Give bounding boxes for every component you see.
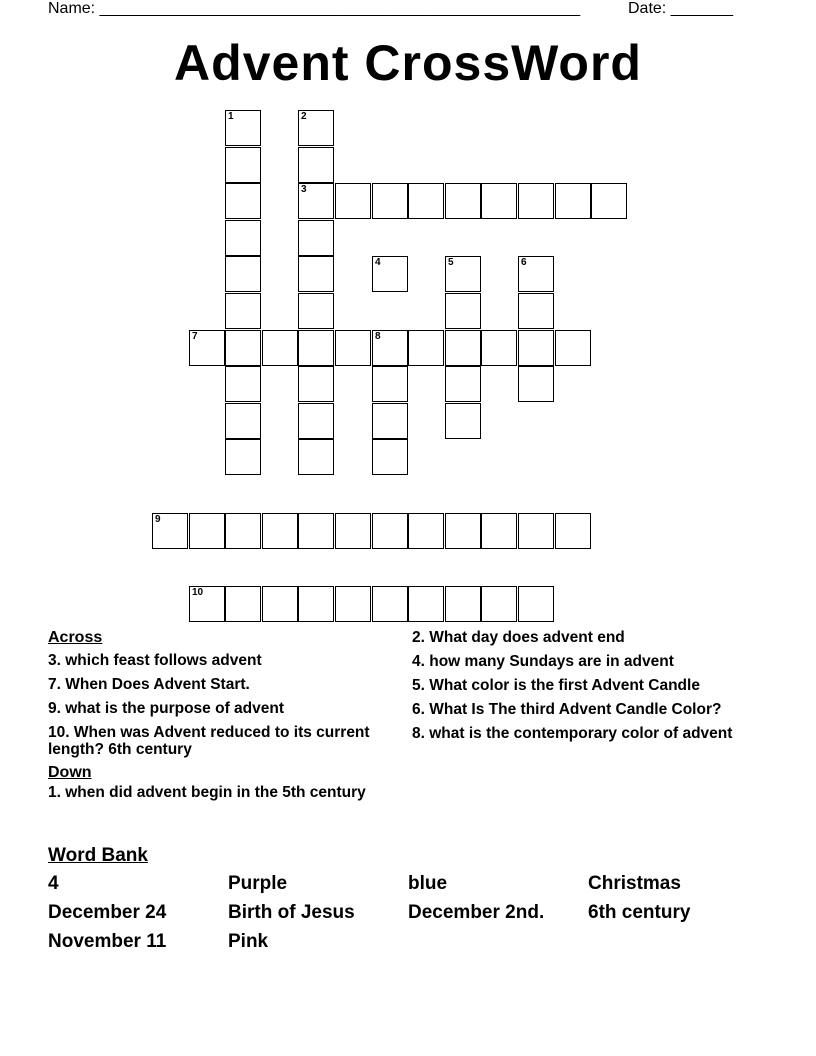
word-bank-item: blue <box>408 873 448 894</box>
crossword-cell[interactable] <box>445 403 481 439</box>
crossword-cell[interactable] <box>189 586 225 622</box>
clue-number: 7 <box>192 331 198 342</box>
crossword-cell[interactable] <box>298 439 334 475</box>
crossword-cell[interactable] <box>298 183 334 219</box>
clue-down-4: 4. how many Sundays are in advent <box>412 653 674 670</box>
crossword-cell[interactable] <box>225 366 261 402</box>
crossword-cell[interactable] <box>445 293 481 329</box>
crossword-cell[interactable] <box>408 183 444 219</box>
crossword-cell[interactable] <box>225 256 261 292</box>
crossword-cell[interactable] <box>372 183 408 219</box>
crossword-cell[interactable] <box>408 586 444 622</box>
crossword-cell[interactable] <box>445 586 481 622</box>
crossword-cell[interactable] <box>518 513 554 549</box>
crossword-cell[interactable] <box>225 220 261 256</box>
crossword-cell[interactable] <box>445 330 481 366</box>
crossword-cell[interactable] <box>481 586 517 622</box>
clue-number: 6 <box>521 257 527 268</box>
crossword-cell[interactable] <box>335 183 371 219</box>
clue-down-8: 8. what is the contemporary color of advent <box>412 725 733 742</box>
word-bank-item: Christmas <box>588 873 681 894</box>
crossword-cell[interactable] <box>555 183 591 219</box>
down-heading: Down <box>48 764 92 781</box>
clue-down-5: 5. What color is the first Advent Candle <box>412 677 700 694</box>
crossword-cell[interactable] <box>481 183 517 219</box>
crossword-cell[interactable] <box>225 586 261 622</box>
crossword-cell[interactable] <box>372 586 408 622</box>
crossword-cell[interactable] <box>591 183 627 219</box>
crossword-cell[interactable] <box>518 183 554 219</box>
clue-down-2: 2. What day does advent end <box>412 629 625 646</box>
crossword-cell[interactable] <box>225 110 261 146</box>
crossword-cell[interactable] <box>518 293 554 329</box>
crossword-cell[interactable] <box>225 403 261 439</box>
crossword-cell[interactable] <box>298 110 334 146</box>
crossword-cell[interactable] <box>152 513 188 549</box>
crossword-cell[interactable] <box>518 330 554 366</box>
crossword-cell[interactable] <box>335 330 371 366</box>
crossword-cell[interactable] <box>372 366 408 402</box>
crossword-cell[interactable] <box>225 513 261 549</box>
crossword-cell[interactable] <box>189 513 225 549</box>
crossword-cell[interactable] <box>408 513 444 549</box>
crossword-cell[interactable] <box>262 513 298 549</box>
crossword-cell[interactable] <box>262 330 298 366</box>
crossword-cell[interactable] <box>372 403 408 439</box>
word-bank-item: December 24 <box>48 902 167 923</box>
crossword-cell[interactable] <box>298 293 334 329</box>
word-bank-item: Birth of Jesus <box>228 902 355 923</box>
clues-left-column <box>48 629 398 801</box>
clue-number: 9 <box>155 514 161 525</box>
crossword-cell[interactable] <box>372 256 408 292</box>
crossword-cell[interactable] <box>518 586 554 622</box>
crossword-cell[interactable] <box>189 330 225 366</box>
clue-down-1: 1. when did advent begin in the 5th century <box>48 784 366 801</box>
crossword-cell[interactable] <box>225 330 261 366</box>
clue-down-6: 6. What Is The third Advent Candle Color? <box>412 701 722 718</box>
crossword-cell[interactable] <box>262 586 298 622</box>
clue-across-7: 7. When Does Advent Start. <box>48 676 250 693</box>
date-field-label[interactable]: Date: _______ <box>628 0 733 17</box>
word-bank-item: Pink <box>228 931 269 952</box>
clue-across-10: 10. When was Advent reduced to its current length? 6th century <box>48 724 370 758</box>
clue-number: 5 <box>448 257 454 268</box>
crossword-cell[interactable] <box>372 330 408 366</box>
crossword-cell[interactable] <box>481 513 517 549</box>
word-bank-item: December 2nd. <box>408 902 545 923</box>
word-bank-item: Purple <box>228 873 288 894</box>
clue-number: 1 <box>228 111 234 122</box>
crossword-cell[interactable] <box>335 513 371 549</box>
word-bank-item: 6th century <box>588 902 691 923</box>
crossword-cell[interactable] <box>298 147 334 183</box>
clue-across-9: 9. what is the purpose of advent <box>48 700 284 717</box>
crossword-cell[interactable] <box>555 330 591 366</box>
clue-number: 4 <box>375 257 381 268</box>
word-bank <box>48 872 788 953</box>
crossword-cell[interactable] <box>518 366 554 402</box>
clue-number: 2 <box>301 111 307 122</box>
clue-number: 8 <box>375 331 381 342</box>
name-field-label[interactable]: Name: ______________________________________________________ <box>48 0 581 17</box>
crossword-cell[interactable] <box>445 256 481 292</box>
word-bank-item: 4 <box>48 873 59 894</box>
crossword-cell[interactable] <box>298 330 334 366</box>
crossword-cell[interactable] <box>335 586 371 622</box>
crossword-cell[interactable] <box>298 586 334 622</box>
crossword-cell[interactable] <box>225 147 261 183</box>
crossword-cell[interactable] <box>372 513 408 549</box>
clue-across-3: 3. which feast follows advent <box>48 652 262 669</box>
crossword-cell[interactable] <box>225 439 261 475</box>
crossword-cell[interactable] <box>481 330 517 366</box>
crossword-cell[interactable] <box>445 513 481 549</box>
crossword-cell[interactable] <box>408 330 444 366</box>
crossword-cell[interactable] <box>445 183 481 219</box>
clue-number: 10 <box>192 587 204 598</box>
crossword-cell[interactable] <box>555 513 591 549</box>
crossword-cell[interactable] <box>298 403 334 439</box>
clues-right-column <box>412 629 752 742</box>
clue-number: 3 <box>301 184 307 195</box>
crossword-cell[interactable] <box>225 183 261 219</box>
crossword-cell[interactable] <box>298 366 334 402</box>
crossword-cell[interactable] <box>445 366 481 402</box>
crossword-cell[interactable] <box>298 513 334 549</box>
crossword-cell[interactable] <box>298 256 334 292</box>
word-bank-heading: Word Bank <box>48 845 148 866</box>
crossword-cell[interactable] <box>225 293 261 329</box>
crossword-cell[interactable] <box>372 439 408 475</box>
word-bank-item: November 11 <box>48 931 167 952</box>
page-title: Advent CrossWord <box>174 35 642 91</box>
crossword-cell[interactable] <box>298 220 334 256</box>
crossword-cell[interactable] <box>518 256 554 292</box>
across-heading: Across <box>48 629 103 646</box>
